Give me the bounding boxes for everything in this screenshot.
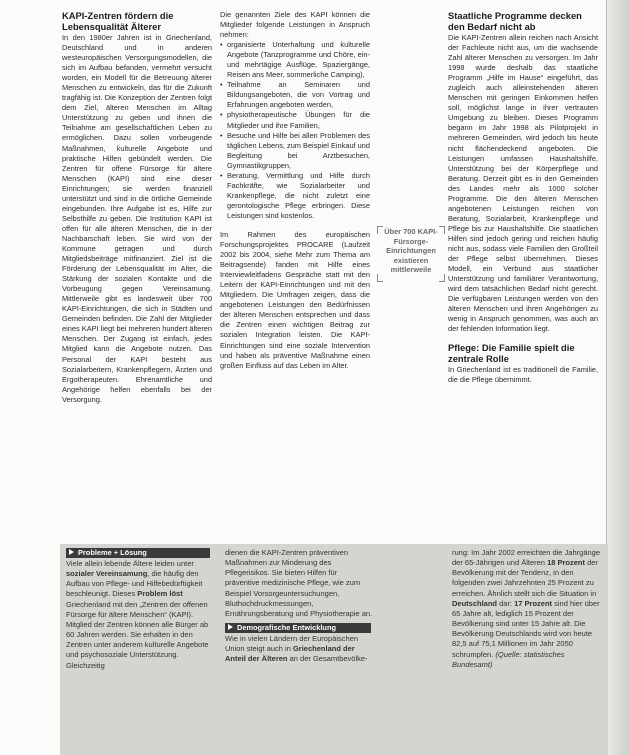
box-heading-demografie: Demografische Entwicklung: [225, 623, 371, 633]
triangle-icon: [228, 624, 233, 630]
column-2-intro: Die genannten Ziele des KAPI können die Mitglieder folgende Leistungen in Anspruch nehmen:: [220, 10, 370, 40]
box-text-statistik: rung: Im Jahr 2002 erreichten die Jahrgänge der 65-Jährigen und Älteren 18 Prozent der Bevölkerung mit der Tendenz, in den folgenden zwei Jahrzehnten 25 Prozent zu erreichen. Ähnlich stellt sich die Situation in Deutschland dar: 17 Prozent sind hier über 65 Jahre alt, lediglich 15 Prozent der Bevölkerung sind unter 15 Jahre alt. Die Bevölkerung Deutschlands wird von heute 82,5 auf 75,1 Millionen im Jahr 2050 schrumpfen. (Quelle: statistisches Bundesamt): [452, 548, 601, 669]
bracket-corner: [439, 226, 445, 234]
column-2: [220, 10, 370, 534]
pull-quote: [377, 226, 445, 282]
info-box-column-3: [452, 548, 602, 755]
bracket-corner: [377, 226, 383, 234]
heading-staatliche-programme: Staatliche Programme decken den Bedarf nicht ab: [448, 10, 582, 32]
info-box-column-2: [225, 548, 373, 755]
box-text-kapi-praevention: dienen die KAPI-Zentren präventiven Maßnahmen zur Minderung des Pflegerisikos. Sie bieten Hilfen für präventive medizinische Pflege, wie zum Beispiel Vorsorgeuntersuchungen, Bluthochdruckmessungen, Ernährungsberatung und Physiotherapie an.: [225, 548, 373, 618]
bracket-corner: [439, 274, 445, 282]
bullet-item: • Besuche und Hilfe bei allen Problemen des täglichen Lebens, zum Beispiel Einkauf und Begleitung bei Arztbesuchen, Gymnastikgruppen,: [220, 131, 370, 171]
box-text-problem: Viele allein lebende Ältere leiden unter sozialer Vereinsamung, die häufig den Aufbau von Pflege- und Hilfebedürftigkeit beschleunigt. Dieses Problem löst Griechenland mit den „Zentren der offenen Fürsorge für ältere Menschen“ (KAPI). Mitglied der Zentren können alle Bürger ab 60 Jahren werden. Sie erhalten in den Zentren unter anderem kulturelle Angebote und psychosoziale Unterstützung. Gleichzeitig: [66, 559, 209, 670]
bullet-item: • physiotherapeutische Übungen für die Mitglieder und ihre Familien,: [220, 110, 370, 130]
column-2-body: Im Rahmen des europäischen Forschungsprojektes PROCARE (Laufzeit 2002 bis 2004, siehe Mehr zum Thema am Beitragsende) fanden mit Hilfe eines Interviewleitfadens Gespräche statt mit den Leitern der KAPI-Einrichtungen und mit den Mitgliedern. Die Umfragen zeigen, dass die angebotenen Leistungen den Bedürfnissen der älteren Menschen entsprechen und dass die Zentren einen wichtigen Beitrag zur sozialen Integration leisten. Die KAPI-Einrichtungen sind eine soziale Intervention und haben als präventive Maßnahme einen großen Einfluss auf das Leben im Alter.: [220, 229, 370, 370]
source-note: (Quelle: statistisches Bundesamt): [452, 649, 565, 669]
bracket-corner: [377, 274, 383, 282]
column-3-body: Die KAPI-Zentren allein reichen nach Ansicht der Fachleute nicht aus, um die wachsende Zahl älterer Menschen zu versorgen. Im Jahr 1998 wurde deshalb das staatliche Programm „Hilfe im Hause“ eingeführt, das zugleich auch alleinstehenden älteren Menschen mit geringen Einkommen helfen soll, möglichst lange in ihrer vertrauten Umgebung zu bleiben. Dieses Programm begann im Jahr 1998 als Pilotprojekt in mehreren Gemeinden, wird jedoch bis heute nicht flächendeckend angeboten. Die Leistungen umfassen Haushaltshilfe, Unterstützung bei der Körperpflege und Beratung. Derzeit gibt es in den Gemeinden des Landes mehr als 1000 solcher Programme. Die den älteren Menschen angebotenen Leistungen reichen von Beratung, Sozialarbeit, Krankenpflege und Pflege bis zur Haushaltshilfe. Die staatlichen Hilfen sind jedoch gering und reichen häufig nicht aus, sodass viele Familien den Großteil der Pflege selbst übernehmen. Dieses Modell, ein Verbund aus staatlicher Unterstützung und familiärer Verantwortung, wird dem tatsächlichen Bedarf nicht gerecht. Die verfügbaren Leistungen werden von den älteren Menschen und ihren Angehörigen zu wenig in Anspruch genommen, was auch an der fehlenden Information liegt.: [448, 33, 598, 334]
info-box-column-1: [66, 548, 212, 755]
bullet-item: • organisierte Unterhaltung und kulturelle Angebote (Tanzprogramme und Chöre, ein- und mehrtägige Ausflüge, Spaziergänge, Reisen ans Meer, sommerliche Camping),: [220, 40, 370, 80]
heading-kapi-zentren: KAPI-Zentren fördern die Lebensqualität Älterer: [62, 10, 174, 32]
column-3-sub-body: In Griechenland ist es traditionell die Familie, die die Pflege übernimmt.: [448, 365, 598, 385]
bullet-item: • Teilnahme an Seminaren und Bildungsangeboten, die von Vortrag und Erfahrungen angeboten werden,: [220, 80, 370, 110]
triangle-icon: [69, 549, 74, 555]
box-heading-problem: Probleme + Lösung: [66, 548, 210, 558]
heading-pflege-familie: Pflege: Die Familie spielt die zentrale Rolle: [448, 342, 575, 365]
column-1-body: In den 1980er Jahren ist in Griechenland, Deutschland und in anderen westeuropäischen Versorgungsmodellen, die sich im Aufbau befanden, vermehrt versucht worden, ein Modell für die Betreuung älterer Menschen zu entwickeln, das für die Zukunft tragfähig ist. Die Konzeption der Zentren folgt dem Ziel, älteren Menschen im Alltag Unterstützung zu geben und ihnen die Teilnahme am gesellschaftlichen Leben zu ermöglichen. Dazu sollen vorbeugende Maßnahmen, kulturelle Angebote und praktische Hilfen gebündelt werden. Die Zentren für offene Fürsorge für ältere Menschen (KAPI) sind eine dieser Einrichtungen; sie werden finanziell unterstützt und sind in die örtliche Gemeinde eingebunden. Ihre Aufgabe ist es, Hilfe zur Selbsthilfe zu geben. Die Institution KAPI ist offen für alle älteren Menschen, die in der Nachbarschaft leben. Sie wird von der Kommune getragen und durch Mitgliedsbeiträge mitfinanziert. Ziel ist die Förderung der Lebensqualität im Alter, die Stärkung der sozialen Kontakte und die Vorbeugung gegen Vereinsamung. Mittlerweile gibt es landesweit über 700 KAPI-Einrichtungen, die sich in Städten und Gemeinden befinden. Die Zahl der Mitglieder eines KAPI liegt bei mehreren hundert älteren Menschen. Der Zugang ist einfach, jedes Mitglied kann die Angebote nutzen. Das Personal der KAPI besteht aus Sozialarbeitern, Krankenpflegern, Ärzten und Ergotherapeuten. Ehrenamtliche und Angehörige helfen ebenfalls bei der Versorgung.: [62, 33, 212, 404]
column-3: [448, 10, 598, 534]
pull-quote-text: Über 700 KAPI-Fürsorge-Einrichtungen existieren mittlerweile: [384, 227, 438, 274]
box-text-demografie: Wie in vielen Ländern der Europäischen Union steigt auch in Griechenland der Anteil der Älteren an der Gesamtbevölke-: [225, 634, 368, 664]
column-1: [62, 10, 212, 534]
bullet-item: • Beratung, Vermittlung und Hilfe durch Fachkräfte, wie Sozialarbeiter und Krankenpflege, die nicht zuletzt eine gerontologische Pflege erbringen. Diese Leistungen sind kostenlos.: [220, 171, 370, 221]
page-edge: [607, 0, 629, 755]
